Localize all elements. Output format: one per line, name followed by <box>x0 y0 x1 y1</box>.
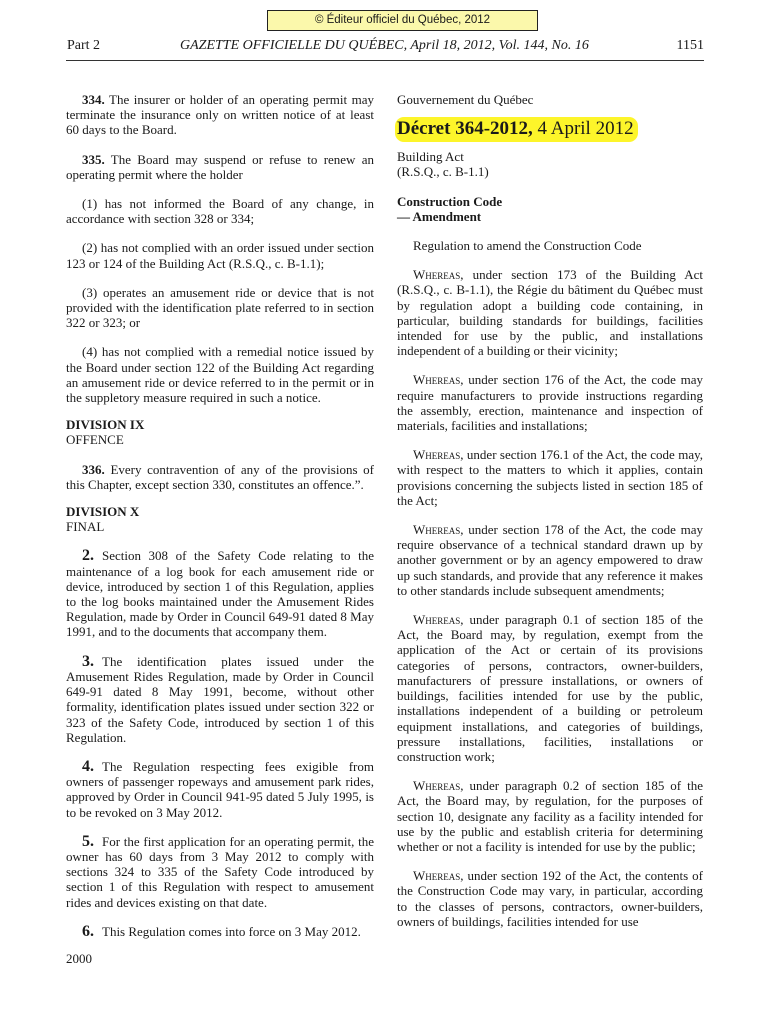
regulation-title-1: Construction Code <box>397 193 503 209</box>
division-10-subtitle: FINAL <box>66 519 105 535</box>
section-335: 335. The Board may suspend or refuse to renew an operating permit where the holder <box>66 151 374 182</box>
header-page-number: 1151 <box>676 38 704 53</box>
section-2: 2. Section 308 of the Safety Code relating to the maintenance of a log book for each amusement ride or device, introduced by section 1 of this Regulation, applies to the log books maintained under the Amusement Rides Regulation, made by Order in Council 649-91 dated 8 May 1991, and to the documents that accompany them. <box>66 547 374 640</box>
whereas-3: Whereas, under section 176.1 of the Act, the code may, with respect to the matters to which it applies, contain provisions concerning the subjects listed in section 185 of the Act; <box>397 447 703 508</box>
left-column <box>66 92 374 966</box>
regulation-name: Regulation to amend the Construction Code <box>413 238 642 254</box>
whereas-1: Whereas, under section 173 of the Building Act (R.S.Q., c. B-1.1), the Régie du bâtiment du Québec must by regulation adopt a building code containing, in particular, building standards for buildings, facilities intended for use by the public, and installations independent of a building or their vicinity; <box>397 267 703 359</box>
whereas-5: Whereas, under paragraph 0.1 of section 185 of the Act, the Board may, by regulation, exempt from the application of the Act or certain of its provisions categories of persons, contractors, owner-builders, manufacturers of pressure installations, or owners of buildings, facilities intended for use by the public, installations independent of a building or petroleum equipment installations, and categories of buildings, pressure installations, facilities, installations or construction work; <box>397 612 703 764</box>
item-2: (2) has not complied with an order issued under section 123 or 124 of the Building Act (R.S.Q., c. B-1.1); <box>66 240 374 271</box>
whereas-7: Whereas, under section 192 of the Act, the contents of the Construction Code may vary, in particular, according to the classes of persons, contractors, owner-builders, owners of buildings, facilities intended for use <box>397 868 703 929</box>
item-4: (4) has not complied with a remedial notice issued by the Board under section 122 of the Building Act regarding an amusement ride or device referred to in the permit or in the suppletory measure required in such a notice. <box>66 344 374 406</box>
item-1: (1) has not informed the Board of any change, in accordance with section 328 or 334; <box>66 196 374 227</box>
whereas-4: Whereas, under section 178 of the Act, the code may require observance of a technical standard drawn up by another government or by an agency empowered to draw up such standards, and provide that any reference it makes to other standards include subsequent amendments; <box>397 522 703 598</box>
header-title: GAZETTE OFFICIELLE DU QUÉBEC, April 18, 2012, Vol. 144, No. 16 <box>180 38 589 53</box>
section-4: 4. The Regulation respecting fees exigible from owners of passenger ropeways and amusement park rides, approved by Order in Council 941-95 dated 5 July 1995, is to be revoked on 3 May 2012. <box>66 757 374 820</box>
document-number: 2000 <box>66 950 92 966</box>
item-3: (3) operates an amusement ride or device that is not provided with the identification plate referred to in section 322 or 323; or <box>66 284 374 331</box>
header-part: Part 2 <box>67 38 101 53</box>
header-rule <box>66 60 704 61</box>
decree-heading: Décret 364-2012, 4 April 2012 <box>395 117 638 142</box>
regulation-title-2: — Amendment <box>397 208 482 224</box>
section-6: 6. This Regulation comes into force on 3 May 2012. <box>82 922 361 940</box>
section-3: 3. The identification plates issued under the Amusement Rides Regulation, made by Order in Council 649-91 dated 8 May 1991, become, without other formality, identification plates issued under section 322 or 323 of the Safety Code, introduced by section 1 of this Regulation. <box>66 652 374 745</box>
section-334: 334. The insurer or holder of an operating permit may terminate the insurance only on written notice of at least 60 days to the Board. <box>66 92 375 138</box>
government-label: Gouvernement du Québec <box>397 92 534 107</box>
division-9-subtitle: OFFENCE <box>66 432 124 448</box>
copyright-banner: © Éditeur officiel du Québec, 2012 <box>267 10 538 31</box>
section-5: 5. For the first application for an operating permit, the owner has 60 days from 3 May 2012 to comply with sections 324 to 335 of the Safety Code introduced by section 1 of this Regulation with respect to amusement rides and devices existing on that date. <box>66 832 374 910</box>
whereas-2: Whereas, under section 176 of the Act, the code may require manufacturers to provide instructions regarding the assembly, erection, maintenance and inspection of materials, facilities and installations; <box>397 372 703 434</box>
act-name: Building Act <box>397 149 464 165</box>
right-column <box>397 92 703 943</box>
whereas-6: Whereas, under paragraph 0.2 of section 185 of the Act, the Board may, by regulation, for the purposes of section 10, designate any facility as a facility intended for use by the public and establish criteria for determining whether or not a facility is intended for use by the public; <box>397 778 703 854</box>
division-10-title: DIVISION X <box>66 504 140 520</box>
division-9-title: DIVISION IX <box>66 417 145 433</box>
act-reference: (R.S.Q., c. B-1.1) <box>397 164 489 180</box>
section-336: 336. Every contravention of any of the provisions of this Chapter, except section 330, constitutes an offence.”. <box>66 461 375 492</box>
